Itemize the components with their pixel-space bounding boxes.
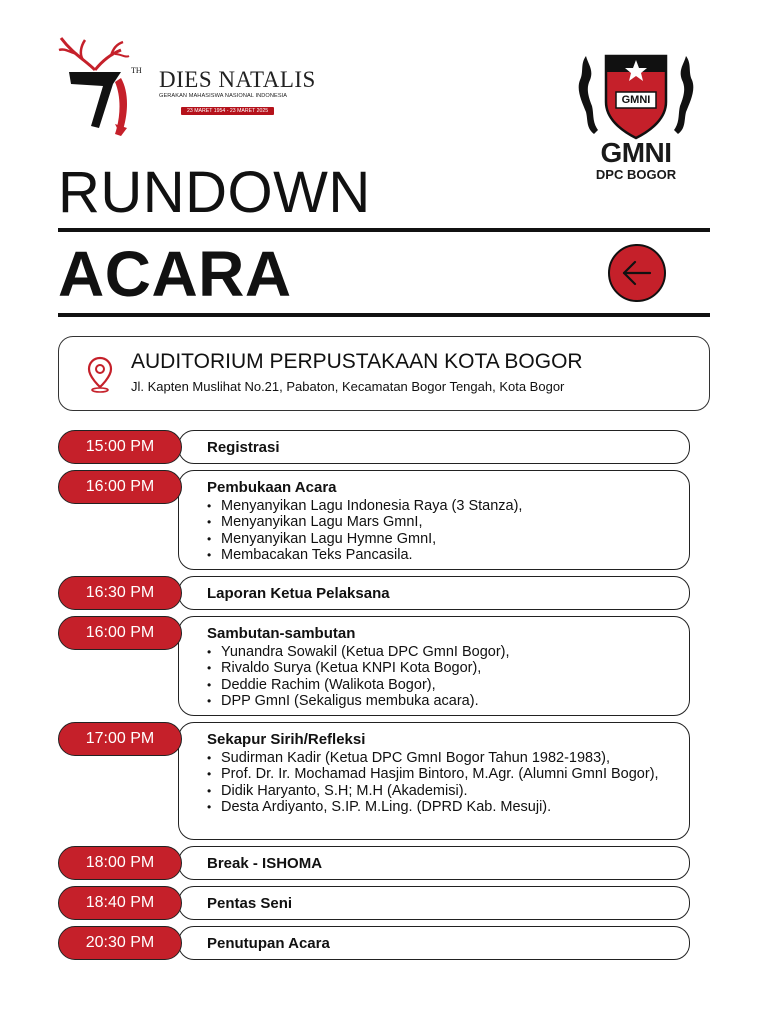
schedule-item-box [178, 722, 690, 840]
schedule-time-pill: 16:00 PM [58, 470, 182, 504]
title-divider-top [58, 228, 710, 232]
schedule-item-box [178, 576, 690, 610]
schedule-time-pill: 18:40 PM [58, 886, 182, 920]
schedule-detail-item: • Deddie Rachim (Walikota Bogor), [207, 677, 677, 693]
dies-th-suffix: TH [131, 66, 142, 75]
schedule-detail-item: • Desta Ardiyanto, S.IP. M.Ling. (DPRD Kab. Mesuji). [207, 799, 677, 815]
schedule-item-box [178, 926, 690, 960]
schedule-time-pill: 18:00 PM [58, 846, 182, 880]
venue-name: AUDITORIUM PERPUSTAKAAN KOTA BOGOR [131, 350, 583, 373]
gmni-logo [572, 50, 700, 186]
schedule-detail-item: • Sudirman Kadir (Ketua DPC GmnI Bogor Tahun 1982-1983), [207, 750, 677, 766]
schedule-detail-item: • Menyanyikan Lagu Indonesia Raya (3 Stanza), [207, 498, 677, 514]
schedule-item-details [207, 644, 677, 709]
schedule-time-pill: 20:30 PM [58, 926, 182, 960]
schedule-detail-item: • Yunandra Sowakil (Ketua DPC GmnI Bogor), [207, 644, 677, 660]
schedule-detail-item: • Membacakan Teks Pancasila. [207, 547, 677, 563]
schedule-item-box [178, 430, 690, 464]
schedule-item-title: Sekapur Sirih/Refleksi [207, 731, 366, 748]
schedule-detail-item: • DPP GmnI (Sekaligus membuka acara). [207, 693, 677, 709]
schedule-detail-item: • Menyanyikan Lagu Mars GmnI, [207, 514, 677, 530]
dies-natalis-title: DIES NATALIS [159, 67, 316, 92]
dies-natalis-subtitle: GERAKAN MAHASISWA NASIONAL INDONESIA [159, 93, 288, 99]
schedule-item-title: Penutupan Acara [207, 935, 330, 952]
schedule-item-title: Break - ISHOMA [207, 855, 323, 872]
location-pin-icon [86, 355, 114, 393]
gmni-emblem-text: GMNI [621, 94, 651, 106]
schedule-time-pill: 16:30 PM [58, 576, 182, 610]
schedule-time-pill: 16:00 PM [58, 616, 182, 650]
schedule-item-title: Laporan Ketua Pelaksana [207, 585, 390, 602]
back-button[interactable] [608, 244, 666, 302]
venue-card [58, 336, 710, 411]
schedule-detail-item: • Prof. Dr. Ir. Mochamad Hasjim Bintoro, M.Agr. (Alumni GmnI Bogor), [207, 766, 677, 782]
schedule-item-title: Pentas Seni [207, 895, 293, 912]
schedule-item-title: Registrasi [207, 439, 280, 456]
schedule-item-box [178, 616, 690, 716]
dies-natalis-dates: 23 MARET 1954 - 23 MARET 2025 [181, 107, 274, 115]
schedule-item-title: Sambutan-sambutan [207, 625, 356, 642]
page-title-acara: ACARA [58, 238, 292, 310]
gmni-subtitle: DPC BOGOR [595, 167, 677, 182]
arrow-left-icon [610, 246, 664, 300]
schedule-time-pill: 17:00 PM [58, 722, 182, 756]
schedule-time-pill: 15:00 PM [58, 430, 182, 464]
schedule-item-details [207, 498, 677, 563]
schedule-item-box [178, 886, 690, 920]
schedule-item-details [207, 750, 677, 815]
schedule-detail-item: • Didik Haryanto, S.H; M.H (Akademisi). [207, 783, 677, 799]
dies-natalis-logo [55, 32, 320, 142]
dies-natalis-71-mark [55, 32, 155, 142]
schedule-item-title: Pembukaan Acara [207, 479, 337, 496]
title-divider-bottom [58, 313, 710, 317]
schedule-item-box [178, 470, 690, 570]
schedule-detail-item: • Menyanyikan Lagu Hymne GmnI, [207, 531, 677, 547]
page-title-rundown: RUNDOWN [58, 160, 371, 225]
schedule-detail-item: • Rivaldo Surya (Ketua KNPI Kota Bogor), [207, 660, 677, 676]
venue-address: Jl. Kapten Muslihat No.21, Pabaton, Kecamatan Bogor Tengah, Kota Bogor [131, 379, 565, 394]
gmni-name: GMNI [600, 137, 672, 168]
schedule-item-box [178, 846, 690, 880]
